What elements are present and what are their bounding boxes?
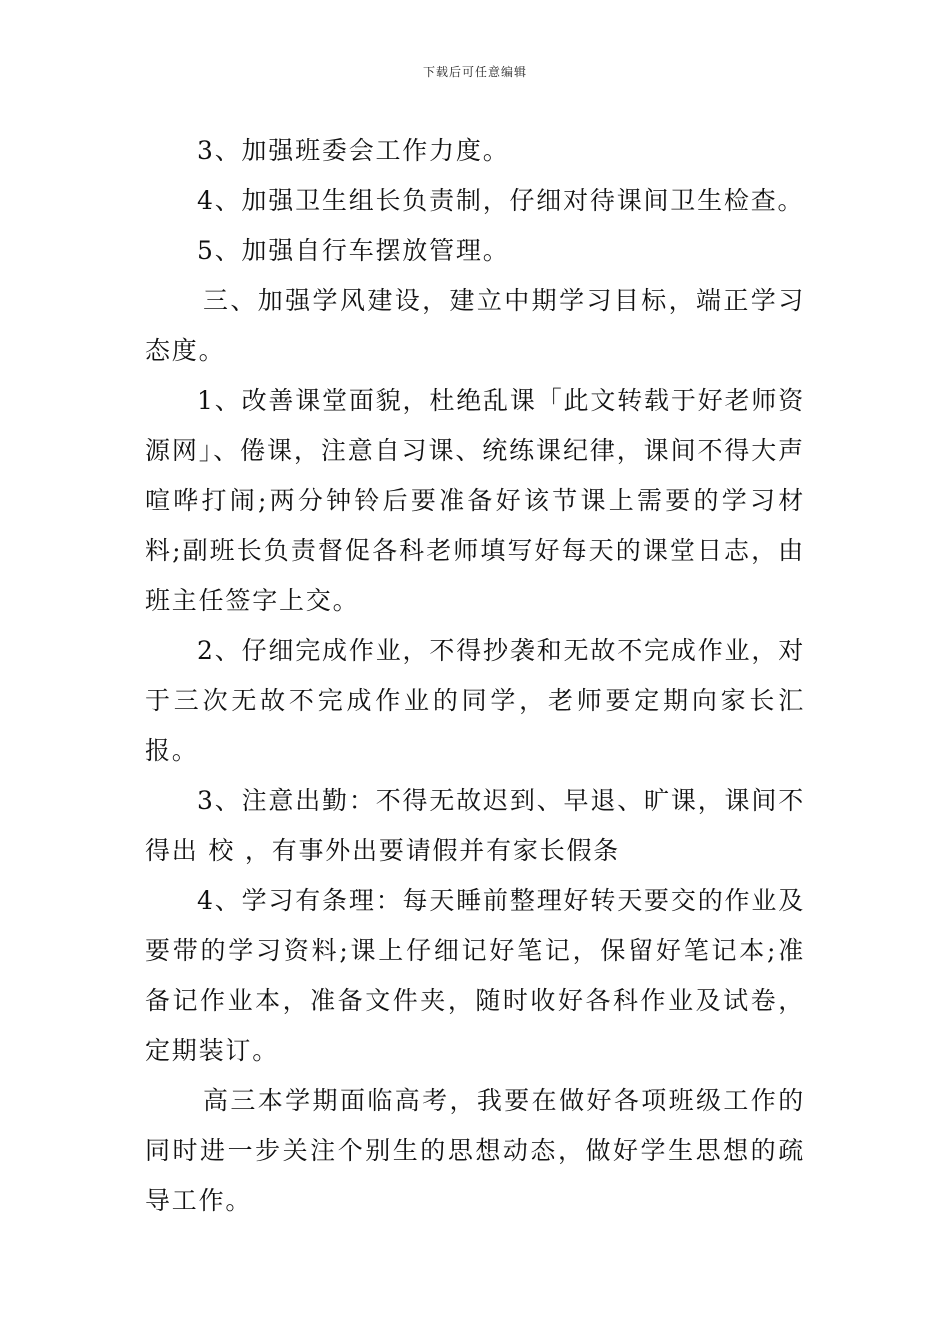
paragraph-study-order: 4、学习有条理：每天睡前整理好转天要交的作业及要带的学习资料;课上仔细记好笔记，保留好笔记本;准备记作业本，准备文件夹，随时收好各科作业及试卷，定期装订。 bbox=[145, 886, 805, 1065]
document-body bbox=[145, 126, 805, 1226]
paragraph-homework: 2、仔细完成作业，不得抄袭和无故不完成作业，对于三次无故不完成作业的同学，老师要定期向家长汇报。 bbox=[145, 636, 805, 765]
paragraph-item-3: 3、加强班委会工作力度。 bbox=[197, 136, 510, 165]
closing-paragraph: 高三本学期面临高考，我要在做好各项班级工作的同时进一步关注个别生的思想动态，做好学生思想的疏导工作。 bbox=[145, 1086, 805, 1215]
page-header: 下载后可任意编辑 bbox=[422, 65, 527, 79]
paragraph-classroom: 1、改善课堂面貌，杜绝乱课「此文转载于好老师资源网」、倦课，注意自习课、统练课纪律，课间不得大声喧哗打闹;两分钟铃后要准备好该节课上需要的学习材料;副班长负责督促各科老师填写好每天的课堂日志，由班主任签字上交。 bbox=[145, 386, 805, 615]
paragraph-attendance: 3、注意出勤：不得无故迟到、早退、旷课，课间不得出 校 ，有事外出要请假并有家长假条 bbox=[145, 786, 805, 865]
paragraph-item-5: 5、加强自行车摆放管理。 bbox=[197, 236, 510, 265]
section-heading-three: 三、加强学风建设，建立中期学习目标，端正学习态度。 bbox=[145, 286, 805, 365]
paragraph-item-4: 4、加强卫生组长负责制，仔细对待课间卫生检查。 bbox=[197, 186, 805, 215]
